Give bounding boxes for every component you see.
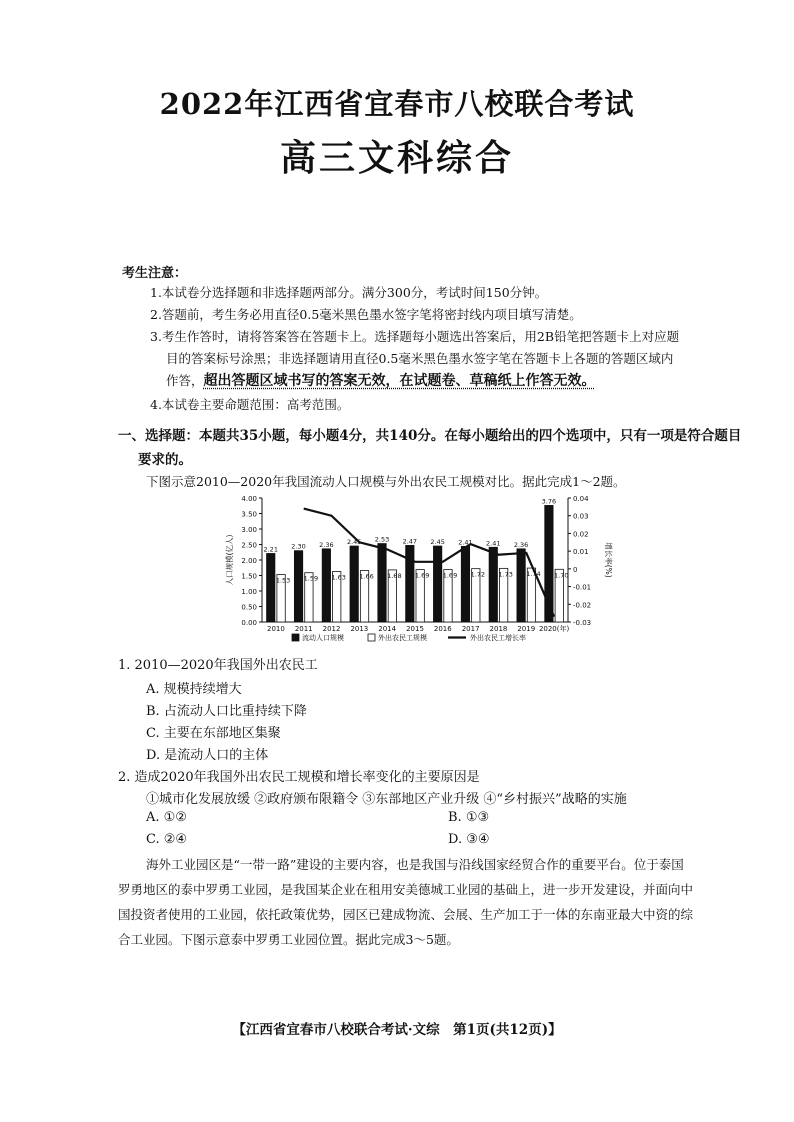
bar-floating-population [433,546,441,622]
chart-intro: 下图示意2010—2020年我国流动人口规模与外出农民工规模对比。据此完成1～2题。 [146,474,626,489]
population-chart [220,488,620,648]
passage-line-3: 国投资者使用的工业园，依托政策优势，园区已建成物流、会展、生产加工于一体的东南亚最大中资的综 [118,907,694,922]
bar-value-label: 2.45 [430,538,445,547]
bar-value-label: 2.36 [513,540,529,549]
notice-heading: 考生注意： [122,266,188,281]
bar-value-label: 2.30 [291,542,306,551]
passage-line-4: 合工业园。下图示意泰中罗勇工业园位置。据此完成3～5题。 [118,932,459,947]
bar-floating-population [461,546,469,622]
q2-choices: ①城市化发展放缓 ②政府颁布限籍令 ③东部地区产业升级 ④“乡村振兴”战略的实施 [146,792,627,807]
y-tick-label: 2.00 [241,557,257,565]
q2-option-d: D. ③④ [448,832,490,847]
passage-line-2: 罗勇地区的泰中罗勇工业园，是我国某企业在租用安美德城工业园的基础上，进一步开发建设，并面向中 [118,882,694,897]
q1-option-c: C. 主要在东部地区集聚 [146,726,281,741]
q2-option-c: C. ②④ [146,832,188,847]
bar-value-label: 1.66 [359,572,374,581]
bar-floating-population [406,545,414,622]
y-tick-label: 4.00 [241,495,257,503]
notice-item-4: 4.本试卷主要命题范围：高考范围。 [150,397,350,412]
notice-item-3-line-3-prefix: 作答， [166,373,204,388]
bar-value-label: 1.69 [442,571,458,580]
q1-option-a: A. 规模持续增大 [146,682,242,697]
section-heading-line-1: 一、选择题：本题共35小题，每小题4分，共140分。在每小题给出的四个选项中，只有一项是符合题目 [118,428,742,444]
bar-value-label: 2.41 [458,538,473,547]
y-tick-label: 1.00 [241,588,257,596]
q2-option-b: B. ①③ [448,810,490,825]
y-tick-label: 0.00 [241,619,257,627]
y-right-tick-label: -0.03 [573,619,592,627]
bar-value-label: 2.21 [263,545,278,554]
bar-value-label: 2.36 [319,540,334,549]
section-heading-line-2: 要求的。 [138,452,192,468]
y-tick-label: 1.50 [241,572,257,581]
notice-item-3-line-2: 目的答案标号涂黑；非选择题请用直径0.5毫米黑色墨水签字笔在答题卡上各题的答题区域内 [166,351,674,366]
bar-floating-population [267,553,275,622]
bar-value-label: 2.47 [402,537,418,546]
q1-option-b: B. 占流动人口比重持续下降 [146,704,307,719]
y-right-tick-label: 0.02 [573,530,589,539]
exam-title: 2022年江西省宜春市八校联合考试 [159,87,635,121]
bar-value-label: 1.72 [470,570,486,579]
y-right-tick-label: 0.01 [573,548,589,557]
y-right-tick-label: -0.01 [573,583,592,592]
bar-value-label: 1.53 [275,576,291,585]
y-axis-title: 人口规模(亿人) [225,534,234,586]
bar-value-label: 1.63 [331,573,346,582]
y-right-tick-label: 0 [573,565,578,574]
x-tick-label: 2019 [517,625,536,633]
bar-floating-population [322,549,330,622]
y-right-axis-title: 增长率(%) [604,542,613,578]
bar-floating-population [489,547,497,622]
passage-line-1: 海外工业园区是“一带一路”建设的主要内容，也是我国与沿线国家经贸合作的重要平台。位于泰国 [146,857,684,872]
legend-label-floating-population: 流动人口规模 [302,634,344,642]
q1-option-d: D. 是流动人口的主体 [146,748,269,763]
bar-value-label: 1.59 [303,574,319,583]
q1-stem: 1. 2010—2020年我国外出农民工 [118,658,318,673]
q2-stem: 2. 造成2020年我国外出农民工规模和增长率变化的主要原因是 [118,770,480,785]
bar-floating-population [294,551,302,622]
bar-value-label: 1.70 [554,571,569,580]
x-tick-label: 2011 [294,625,313,633]
bar-value-label: 2.53 [374,535,390,544]
x-tick-label: 2015 [406,625,424,633]
y-tick-label: 2.50 [241,541,257,550]
notice-item-3-line-3 [166,370,766,392]
page-footer: 【江西省宜春市八校联合考试·文综 第1页(共12页)】 [232,1022,562,1038]
bar-value-label: 1.73 [498,570,513,579]
notice-item-3-line-1: 3.考生作答时，请将答案答在答题卡上。选择题每小题选出答案后，用2B铅笔把答题卡上对应题 [150,329,680,344]
bar-value-label: 1.69 [414,571,430,580]
bar-value-label: 1.74 [526,570,541,579]
bar-value-label: 1.68 [387,571,402,580]
bar-value-label: 2.41 [486,539,501,548]
x-tick-label: 2018 [489,625,508,633]
x-tick-label: 2012 [322,625,341,633]
y-tick-label: 3.50 [241,510,257,519]
notice-item-1: 1.本试卷分选择题和非选择题两部分。满分300分，考试时间150分钟。 [150,285,548,300]
x-tick-label: 2010 [266,625,285,633]
bar-floating-population [517,549,525,622]
bar-value-label: 2.45 [346,538,362,547]
legend-swatch-floating-population [292,634,299,641]
bar-value-label: 3.76 [541,497,557,506]
bar-floating-population [350,546,358,622]
legend-swatch-migrant-workers [368,634,375,641]
legend-label-migrant-workers: 外出农民工规模 [378,634,427,642]
y-tick-label: 3.00 [241,526,257,534]
y-tick-label: 0.50 [241,603,257,612]
y-right-tick-label: -0.02 [573,601,592,610]
notice-item-2: 2.答题前，考生务必用直径0.5毫米黑色墨水签字笔将密封线内项目填写清楚。 [150,307,582,322]
q2-option-a: A. ①② [146,810,187,825]
exam-subtitle: 高三文科综合 [279,137,514,179]
x-tick-label: 2017 [461,625,480,633]
x-tick-label: 2020(年) [538,625,570,633]
x-tick-label: 2013 [350,625,369,633]
y-right-tick-label: 0.04 [573,495,589,503]
y-right-tick-label: 0.03 [573,512,589,521]
x-tick-label: 2014 [378,625,397,633]
x-tick-label: 2016 [433,625,452,633]
notice-emphasis: 超出答题区域书写的答案无效，在试题卷、草稿纸上作答无效。 [203,373,596,389]
bar-floating-population [378,544,386,622]
legend-label-growth-rate: 外出农民工增长率 [470,634,526,642]
